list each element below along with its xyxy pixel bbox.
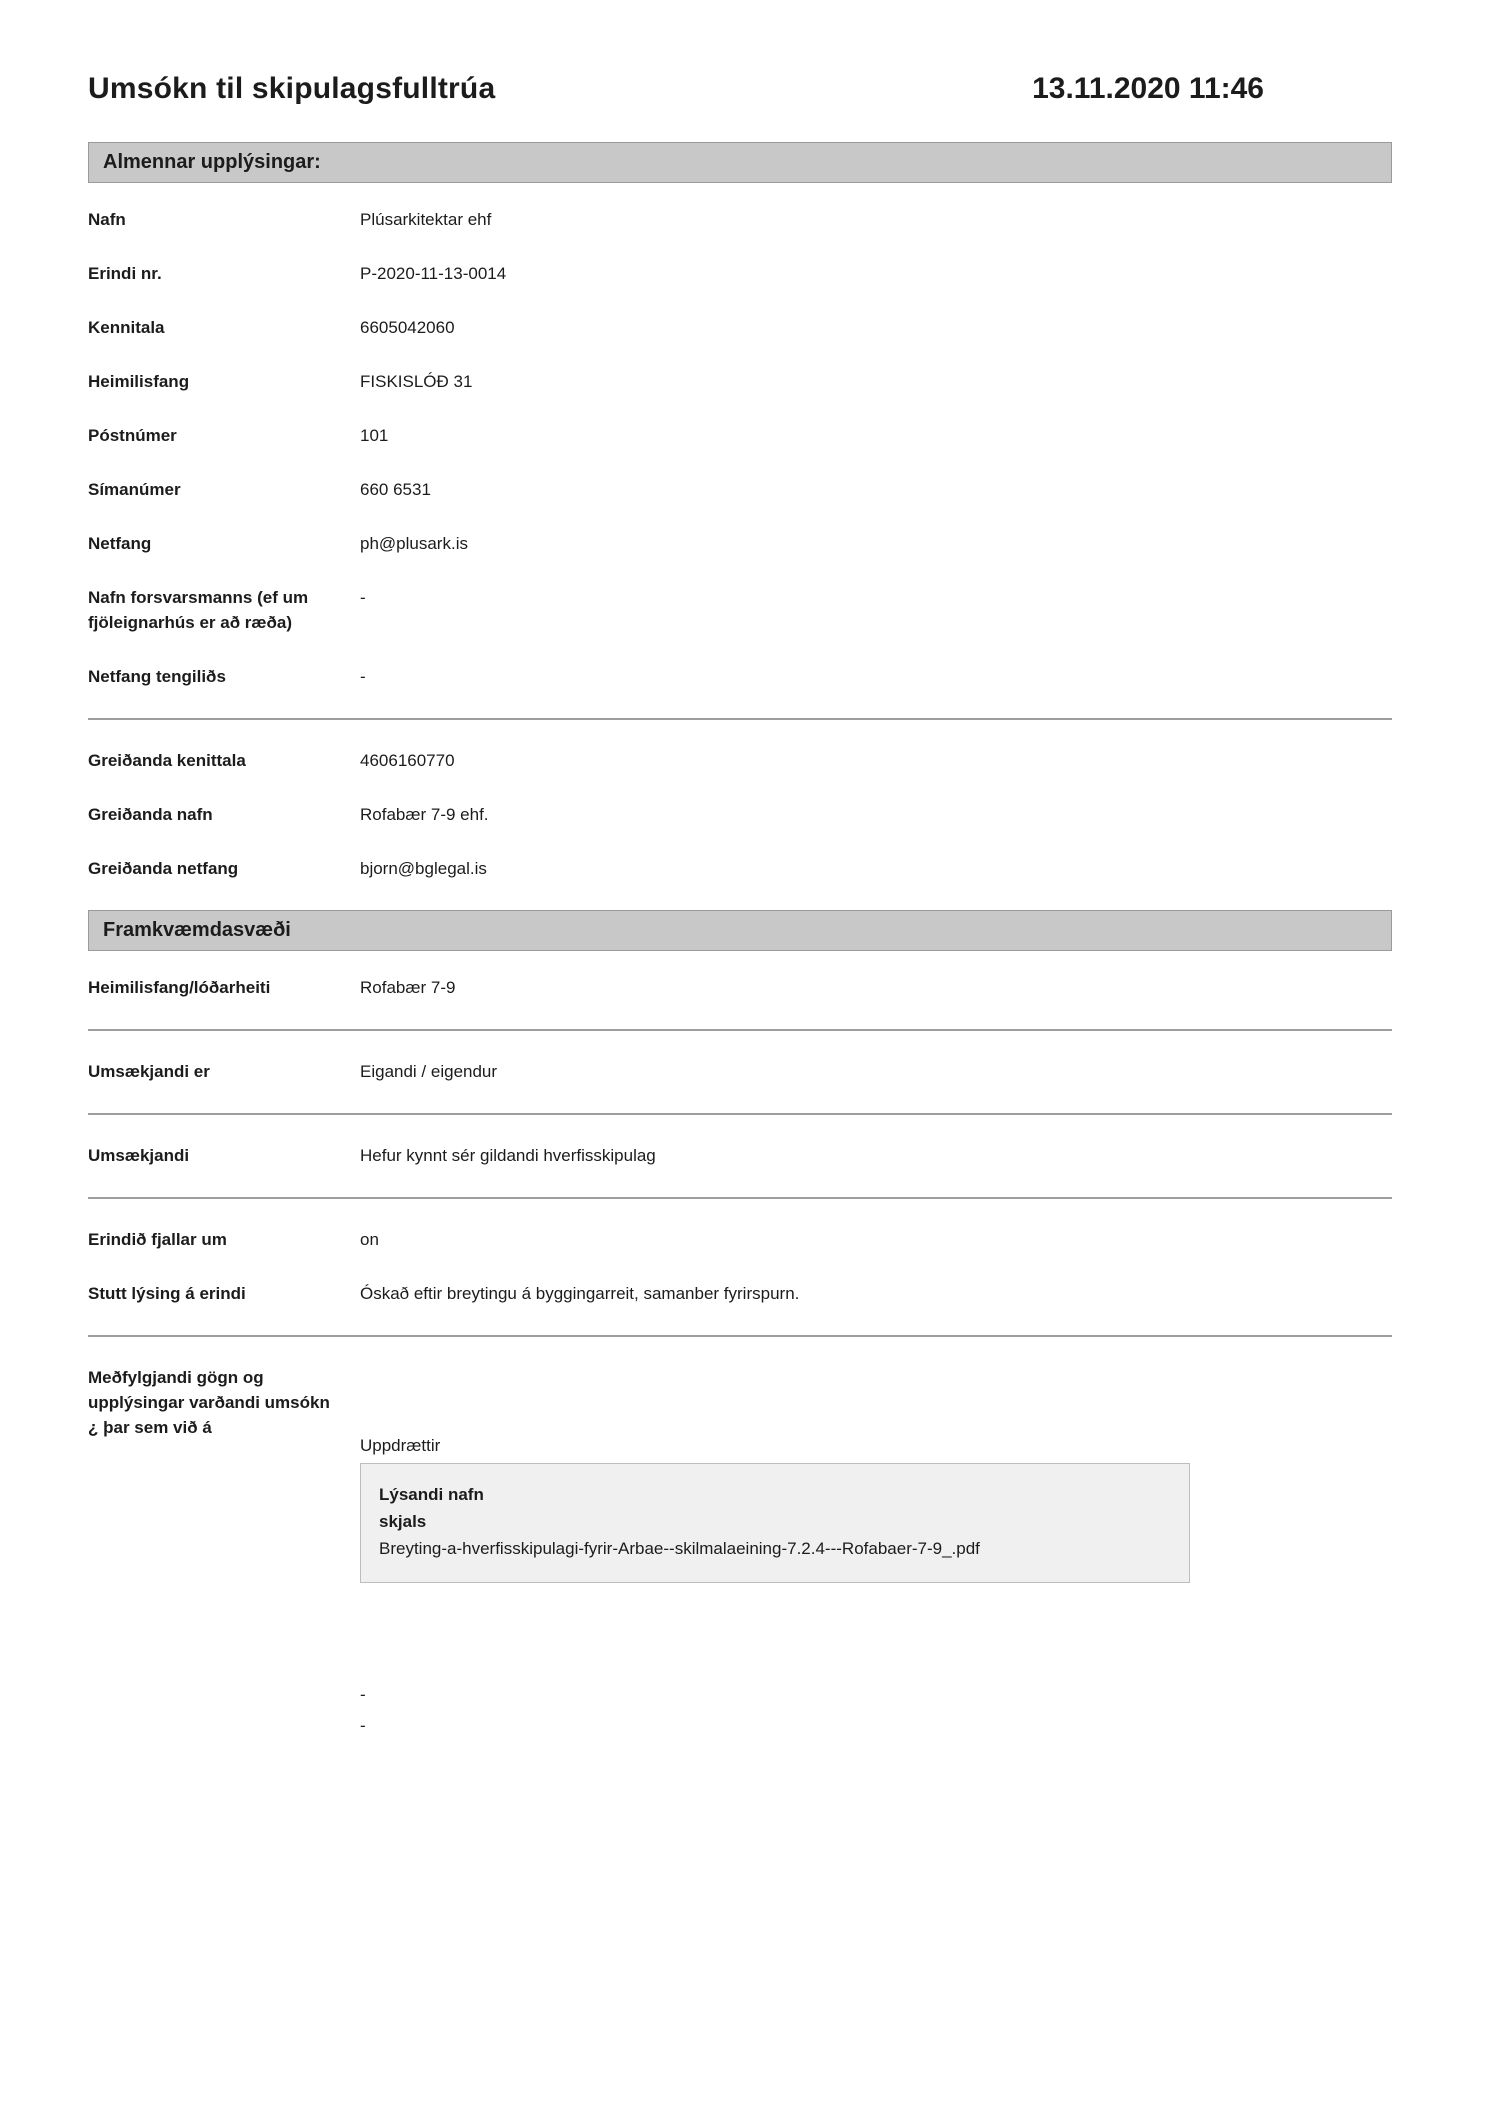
field-value: 660 6531 bbox=[360, 480, 431, 499]
field-label: Kennitala bbox=[88, 318, 165, 337]
general-info-fields bbox=[88, 207, 1392, 689]
field-label: Heimilisfang/lóðarheiti bbox=[88, 978, 271, 997]
section-heading-label: Almennar upplýsingar: bbox=[103, 151, 321, 173]
field-value: Óskað eftir breytingu á byggingarreit, samanber fyrirspurn. bbox=[360, 1284, 800, 1303]
field-label: Netfang tengiliðs bbox=[88, 667, 226, 686]
field-value: Eigandi / eigendur bbox=[360, 1062, 498, 1081]
attachment-box bbox=[360, 1463, 1190, 1583]
field-label: Erindið fjallar um bbox=[88, 1230, 227, 1249]
field-row-umsaekjandi bbox=[88, 1143, 1392, 1168]
field-row-netfang-tengilids bbox=[88, 664, 1392, 689]
section-header-project bbox=[88, 910, 1392, 951]
section-divider bbox=[88, 1029, 1392, 1031]
field-value: Rofabær 7-9 ehf. bbox=[360, 805, 489, 824]
empty-attachment-placeholders bbox=[360, 1679, 1392, 1741]
field-value: 101 bbox=[360, 426, 389, 445]
section-divider bbox=[88, 1197, 1392, 1199]
attachment-filename: Breyting-a-hverfisskipulagi-fyrir-Arbae--skilmalaeining-7.2.4---Rofabaer-7-9_.pdf bbox=[379, 1539, 980, 1558]
field-value: Plúsarkitektar ehf bbox=[360, 210, 492, 229]
attachment-type-value: Uppdrættir bbox=[360, 1436, 441, 1455]
field-label: Greiðanda kenittala bbox=[88, 751, 246, 770]
section-header-general bbox=[88, 142, 1392, 183]
field-label: Meðfylgjandi gögn og upplýsingar varðandi umsókn ¿ þar sem við á bbox=[88, 1368, 330, 1437]
field-label: Símanúmer bbox=[88, 480, 181, 499]
field-row-greidanda-nafn bbox=[88, 802, 1392, 827]
field-row-erindi-nr bbox=[88, 261, 1392, 286]
field-value: 6605042060 bbox=[360, 318, 455, 337]
empty-attachment-dash: - bbox=[360, 1716, 366, 1735]
attachment-box-title-line2: skjals bbox=[379, 1512, 427, 1531]
payer-fields bbox=[88, 748, 1392, 881]
field-row-netfang bbox=[88, 531, 1392, 556]
document-header bbox=[88, 72, 1392, 106]
field-value: FISKISLÓÐ 31 bbox=[360, 372, 473, 391]
page-title: Umsókn til skipulagsfulltrúa bbox=[88, 72, 496, 105]
field-row-forsvarsmanns bbox=[88, 585, 1392, 635]
field-label: Umsækjandi bbox=[88, 1146, 190, 1165]
field-value: P-2020-11-13-0014 bbox=[360, 264, 507, 283]
section-divider bbox=[88, 1113, 1392, 1115]
field-value: on bbox=[360, 1230, 379, 1249]
field-label: Stutt lýsing á erindi bbox=[88, 1284, 246, 1303]
field-label: Póstnúmer bbox=[88, 426, 177, 445]
empty-attachment-dash: - bbox=[360, 1685, 366, 1704]
field-label: Greiðanda netfang bbox=[88, 859, 239, 878]
field-label: Netfang bbox=[88, 534, 152, 553]
field-value: Hefur kynnt sér gildandi hverfisskipulag bbox=[360, 1146, 656, 1165]
attachments-value-block bbox=[360, 1365, 1392, 1741]
field-row-lodarheiti bbox=[88, 975, 1392, 1000]
field-row-simanumer bbox=[88, 477, 1392, 502]
field-label: Nafn forsvarsmanns (ef um fjöleignarhús er að ræða) bbox=[88, 588, 309, 632]
document-timestamp: 13.11.2020 11:46 bbox=[1032, 72, 1264, 105]
field-row-postnumer bbox=[88, 423, 1392, 448]
field-row-umsaekjandi-er bbox=[88, 1059, 1392, 1084]
field-label: Heimilisfang bbox=[88, 372, 190, 391]
field-value: 4606160770 bbox=[360, 751, 455, 770]
field-row-heimilisfang bbox=[88, 369, 1392, 394]
field-row-erindid-fjallar-um bbox=[88, 1227, 1392, 1252]
attachment-box-title-line1: Lýsandi nafn bbox=[379, 1485, 484, 1504]
section-divider bbox=[88, 1335, 1392, 1337]
field-row-nafn bbox=[88, 207, 1392, 232]
field-value: ph@plusark.is bbox=[360, 534, 468, 553]
field-label: Nafn bbox=[88, 210, 126, 229]
field-label: Erindi nr. bbox=[88, 264, 162, 283]
field-value: bjorn@bglegal.is bbox=[360, 859, 487, 878]
section-divider bbox=[88, 718, 1392, 720]
attachments-row bbox=[88, 1365, 1392, 1741]
field-value: - bbox=[360, 588, 366, 607]
field-row-greidanda-netfang bbox=[88, 856, 1392, 881]
field-label: Umsækjandi er bbox=[88, 1062, 210, 1081]
field-value: - bbox=[360, 667, 366, 686]
attachment-box-title bbox=[379, 1481, 1171, 1535]
section-heading-label: Framkvæmdasvæði bbox=[103, 919, 291, 941]
field-value: Rofabær 7-9 bbox=[360, 978, 456, 997]
field-row-stutt-lysing bbox=[88, 1281, 1392, 1306]
field-row-greidanda-kennitala bbox=[88, 748, 1392, 773]
field-row-kennitala bbox=[88, 315, 1392, 340]
field-label: Greiðanda nafn bbox=[88, 805, 213, 824]
